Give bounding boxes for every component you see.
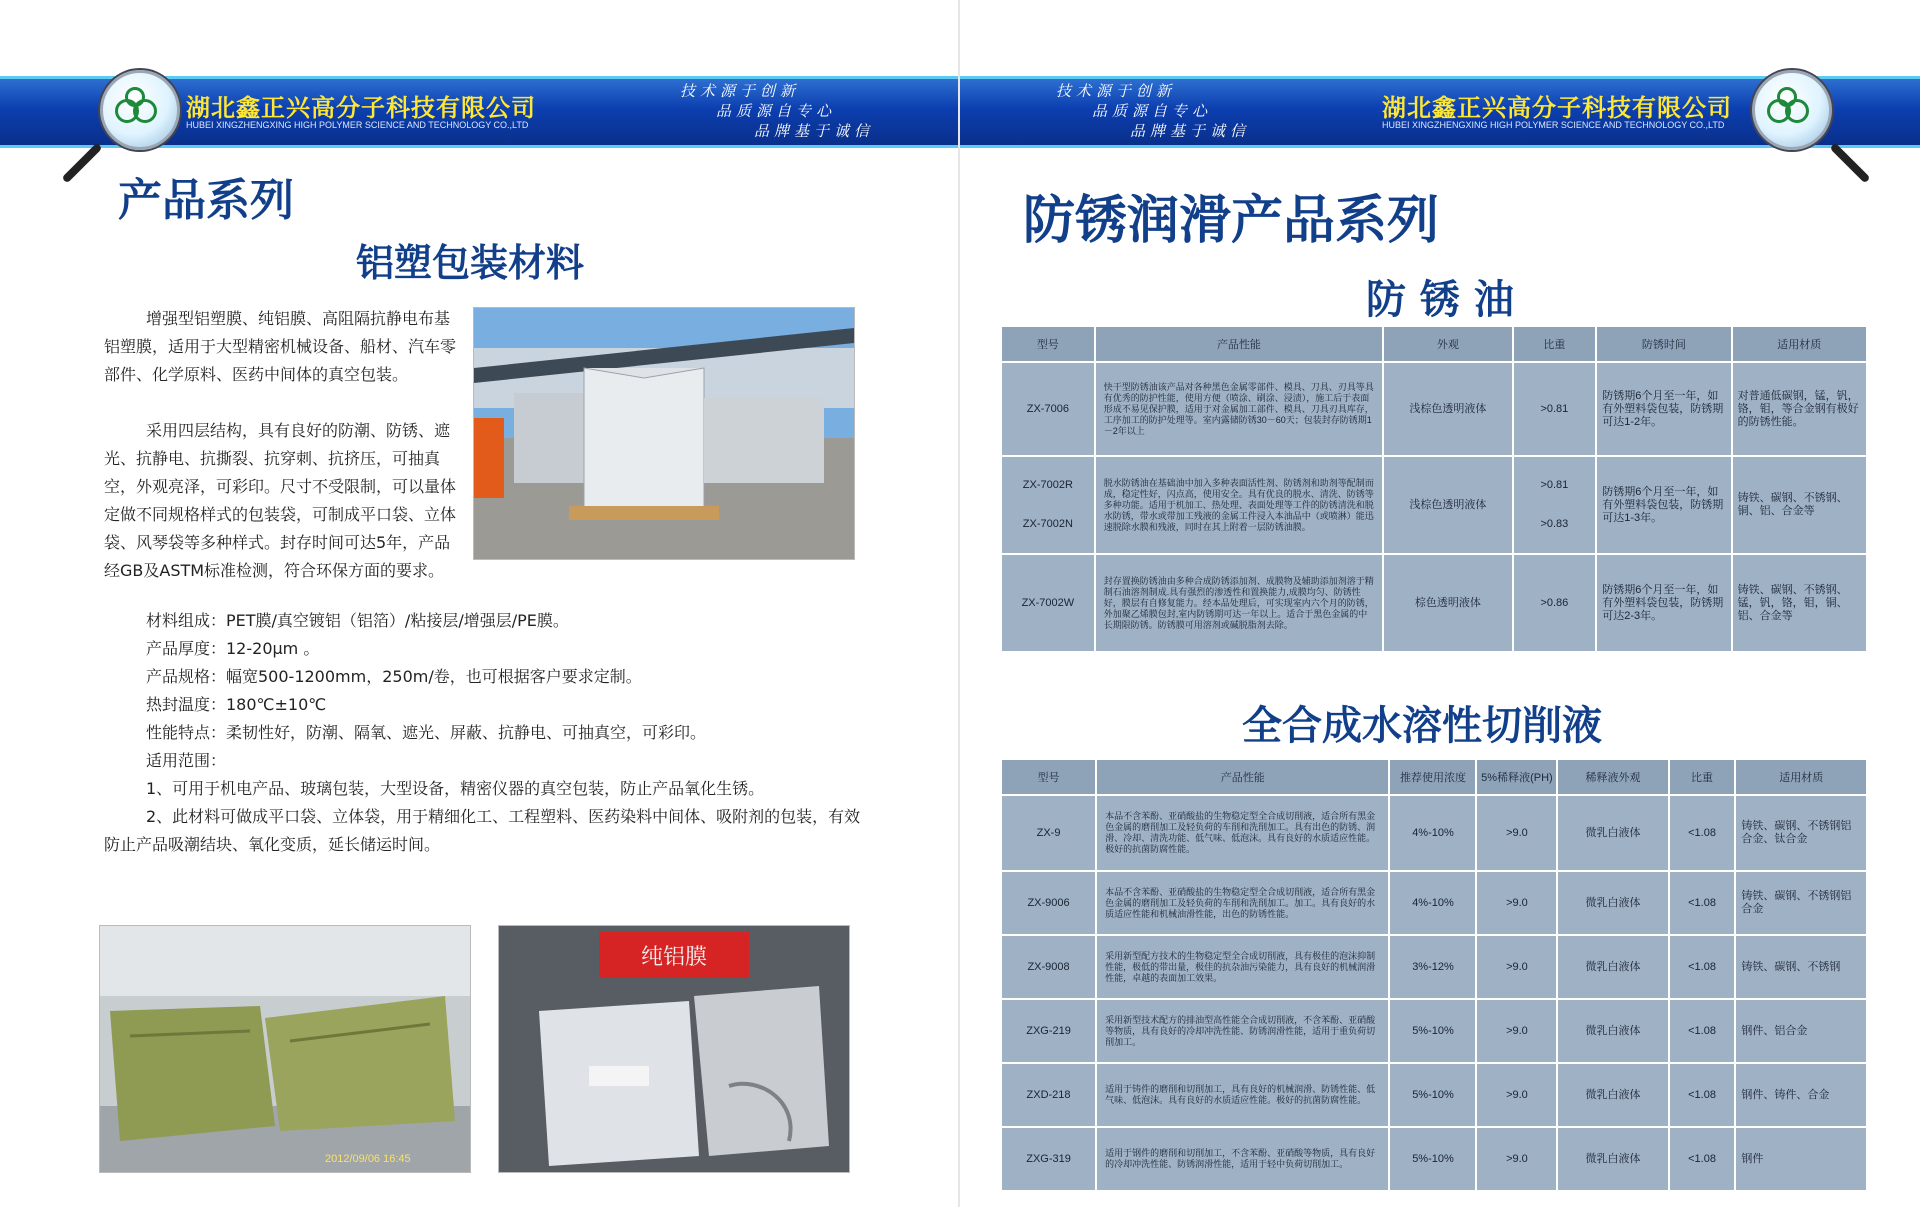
- cell-look: 微乳白液体: [1558, 872, 1667, 934]
- slogan-right-1: 技术源于创新: [1056, 82, 1177, 100]
- photo-aluminum-bags: [498, 925, 850, 1173]
- cell-desc: 采用新型技术配方的排油型高性能全合成切削液，不含苯酚、亚硝酸等物质，具有良好的冷却冲洗性能、防锈润滑性能，适用于重负荷切削加工。: [1097, 1000, 1388, 1062]
- cell-material: 铸铁、碳钢、不锈钢、铜、铝、合金等: [1733, 457, 1866, 553]
- spec-range-1: 1、可用于机电产品、玻璃包装，大型设备，精密仪器的真空包装，防止产品氧化生锈。: [146, 779, 765, 798]
- spec-features: 性能特点：柔韧性好，防潮、隔氧、遮光、屏蔽、抗静电、可抽真空，可彩印。: [146, 723, 707, 742]
- company-name-en: HUBEI XINGZHENGXING HIGH POLYMER SCIENCE AND TECHNOLOGY CO.,LTD: [186, 120, 529, 130]
- cell-material: 铸铁、碳钢、不锈钢、锰，钒，铬，钼，铜、铝、合金等: [1733, 555, 1866, 651]
- cell-look: 微乳白液体: [1558, 796, 1667, 870]
- table-row: [1002, 363, 1866, 455]
- magnifier-handle-right-icon: [1829, 142, 1870, 183]
- model-a: ZX-7002R: [1022, 479, 1073, 491]
- cell-material: 钢件、铝合金: [1736, 1000, 1866, 1062]
- cell-density: >0.81: [1514, 363, 1596, 455]
- model-b: ZX-7002N: [1022, 518, 1073, 530]
- cell-conc: 5%-10%: [1390, 1128, 1475, 1190]
- col-concentration: 推荐使用浓度: [1390, 760, 1475, 794]
- cell-ph: >9.0: [1477, 1000, 1556, 1062]
- slogan-2: 品质源自专心: [716, 102, 837, 120]
- cell-model: ZX-9: [1002, 796, 1095, 870]
- cell-desc: 本品不含苯酚、亚硝酸盐的生物稳定型全合成切削液，适合所有黑金色金属的磨削加工及轻负荷的车削和洗削加工。加工。具有良好的水质适应性能和机械油滑性能，出色的防锈性能。: [1097, 872, 1388, 934]
- spec-composition: 材料组成：PET膜/真空镀铝（铝箔）/粘接层/增强层/PE膜。: [146, 611, 569, 630]
- table-row: [1002, 555, 1866, 651]
- cell-material: 钢件、铸件、合金: [1736, 1064, 1866, 1126]
- intro-paragraph-2: 采用四层结构，具有良好的防潮、防锈、遮光、抗静电、抗撕裂、抗穿刺、抗挤压，可抽真空，外观亮泽，可彩印。尺寸不受限制，可以量体定做不同规格样式的包装袋，可制成平口袋、立体袋、风琴袋等多种样式。封存时间可达5年，产品经GB及ASTM标准检测，符合环保方面的要求。: [104, 421, 457, 580]
- company-name-cn: 湖北鑫正兴高分子科技有限公司: [186, 94, 536, 122]
- cell-desc: 本品不含苯酚、亚硝酸盐的生物稳定型全合成切削液，适合所有黑金色金属的磨削加工及轻负荷的车削和洗削加工。具有出色的防锈、润滑、冷却、清洗功能、低气味、低泡沫。具有良好的水质适应性能。极好的抗菌防腐性能。: [1097, 796, 1388, 870]
- col-density: 比重: [1670, 760, 1735, 794]
- col-appearance: 外观: [1384, 327, 1511, 361]
- cell-model: [1002, 457, 1094, 553]
- slogan-right-2: 品质源自专心: [1092, 102, 1213, 120]
- cell-density: >0.86: [1514, 555, 1596, 651]
- table-row: [1002, 1000, 1866, 1062]
- magnifier-handle-icon: [61, 142, 102, 183]
- cell-model: ZX-7006: [1002, 363, 1094, 455]
- cell-ph: >9.0: [1477, 1128, 1556, 1190]
- table-row: [1002, 796, 1866, 870]
- cell-density: <1.08: [1670, 936, 1735, 998]
- spec-thickness: 产品厚度：12-20μm 。: [146, 639, 320, 658]
- table-row: [1002, 936, 1866, 998]
- spec-range-label: 适用范围：: [146, 751, 227, 770]
- spec-size: 产品规格：幅宽500-1200mm，250m/卷，也可根据客户要求定制。: [146, 667, 642, 686]
- magnifier-logo-icon: [100, 70, 180, 150]
- slogan-1: 技术源于创新: [680, 82, 801, 100]
- cell-conc: 5%-10%: [1390, 1000, 1475, 1062]
- col-material: 适用材质: [1733, 327, 1866, 361]
- cell-model: ZX-9008: [1002, 936, 1095, 998]
- cell-material: 铸铁、碳钢、不锈钢铝合金: [1736, 872, 1866, 934]
- cell-look: 微乳白液体: [1558, 1000, 1667, 1062]
- cell-desc: 适用于钢件的磨削和切削加工，不含苯酚、亚硝酸等物质，具有良好的冷却冲洗性能、防锈润滑性能，适用于轻中负荷切削加工。: [1097, 1128, 1388, 1190]
- cell-desc: 适用于铸件的磨削和切削加工，具有良好的机械润滑、防锈性能、低气味、低泡沫。具有良好的水质适应性能。极好的抗菌防腐性能。: [1097, 1064, 1388, 1126]
- intro-paragraph-1: 增强型铝塑膜、纯铝膜、高阻隔抗静电布基铝塑膜，适用于大型精密机械设备、船材、汽车零部件、化学原料、医药中间体的真空包装。: [104, 309, 457, 384]
- cell-appearance: 浅棕色透明液体: [1384, 363, 1511, 455]
- cell-time: 防锈期6个月至一年，如有外塑料袋包装，防锈期可达2-3年。: [1597, 555, 1730, 651]
- cell-look: 微乳白液体: [1558, 1128, 1667, 1190]
- cell-density: <1.08: [1670, 1128, 1735, 1190]
- right-section-title: 防锈润滑产品系列: [1023, 190, 1440, 251]
- cell-desc: 脱水防锈油在基础油中加入多种表面活性剂、防锈剂和助剂等配制而成，稳定性好，闪点高，使用安全。具有优良的脱水、清洗、防锈等多种功能。适用于机加工、热处理、表面处理等工件的防锈清洗和脱水防锈，带水或带加工残液的金属工件浸入本油品中（或喷淋）能迅速脱除水膜和残液，同时在其上附着一层防锈油膜。: [1096, 457, 1382, 553]
- cell-appearance: 棕色透明液体: [1384, 555, 1511, 651]
- cell-look: 微乳白液体: [1558, 1064, 1667, 1126]
- cell-density: <1.08: [1670, 872, 1735, 934]
- cell-conc: 5%-10%: [1390, 1064, 1475, 1126]
- cell-model: ZXG-219: [1002, 1000, 1095, 1062]
- col-model: 型号: [1002, 760, 1095, 794]
- slogan-right-3: 品牌基于诚信: [1130, 122, 1251, 140]
- photo-timestamp: 2012/09/06 16:45: [325, 1153, 411, 1165]
- cell-ph: >9.0: [1477, 1064, 1556, 1126]
- rust-oil-table: [1000, 325, 1868, 653]
- cutting-fluid-table: [1000, 758, 1868, 1192]
- col-material: 适用材质: [1736, 760, 1866, 794]
- cell-model: ZX-9006: [1002, 872, 1095, 934]
- table2-title: 全合成水溶性切削液: [1242, 702, 1602, 749]
- col-model: 型号: [1002, 327, 1094, 361]
- table-row: [1002, 1064, 1866, 1126]
- cell-model: ZXD-218: [1002, 1064, 1095, 1126]
- spec-range-2: 2、此材料可做成平口袋、立体袋，用于精细化工、工程塑料、医药染料中间体、吸附剂的包装，有效防止产品吸潮结块、氧化变质，延长储运时间。: [104, 807, 861, 854]
- cell-conc: 4%-10%: [1390, 872, 1475, 934]
- photo-packed-machinery: [473, 307, 855, 560]
- cell-desc: 快干型防锈油该产品对各种黑色金属零部件、模具、刀具、刃具等具有优秀的防护性能，使用方便（喷涂、刷涂、浸渍），施工后于表面形成不易见保护膜，适用于对金属加工部件、模具、刀具刃具库存，工序加工的防护处理等。室内露储防锈30－60天；包装封存防锈期1－2年以上: [1096, 363, 1382, 455]
- cell-density: [1514, 457, 1596, 553]
- cell-material: 对普通低碳钢，锰，钒，铬，钼，等合金钢有极好的防锈性能。: [1733, 363, 1866, 455]
- table1-title: 防 锈 油: [1366, 276, 1514, 323]
- table-row: [1002, 457, 1866, 553]
- cell-material: 钢件: [1736, 1128, 1866, 1190]
- col-density: 比重: [1514, 327, 1596, 361]
- cell-model: ZXG-319: [1002, 1128, 1095, 1190]
- bag-label-text: 纯铝膜: [640, 945, 708, 970]
- cell-model: ZX-7002W: [1002, 555, 1094, 651]
- cell-material: 铸铁、碳钢、不锈钢: [1736, 936, 1866, 998]
- col-performance: 产品性能: [1097, 760, 1388, 794]
- cell-conc: 4%-10%: [1390, 796, 1475, 870]
- cell-conc: 3%-12%: [1390, 936, 1475, 998]
- col-performance: 产品性能: [1096, 327, 1382, 361]
- col-dilution-look: 稀释液外观: [1558, 760, 1667, 794]
- slogan-3: 品牌基于诚信: [754, 122, 875, 140]
- cell-ph: >9.0: [1477, 796, 1556, 870]
- cell-ph: >9.0: [1477, 936, 1556, 998]
- cell-appearance: 浅棕色透明液体: [1384, 457, 1511, 553]
- cell-time: 防锈期6个月至一年，如有外塑料袋包装，防锈期可达1-2年。: [1597, 363, 1730, 455]
- spec-seal-temp: 热封温度：180℃±10℃: [146, 695, 327, 714]
- table-row: [1002, 872, 1866, 934]
- cell-density: <1.08: [1670, 796, 1735, 870]
- table-row: [1002, 1128, 1866, 1190]
- col-ph: 5%稀释液(PH): [1477, 760, 1556, 794]
- magnifier-logo-right-icon: [1752, 70, 1832, 150]
- company-name-cn-right: 湖北鑫正兴高分子科技有限公司: [1382, 94, 1732, 122]
- cell-density: <1.08: [1670, 1000, 1735, 1062]
- page-fold: [958, 0, 960, 1207]
- photo-green-wrapped-equipment: [99, 925, 471, 1173]
- cell-look: 微乳白液体: [1558, 936, 1667, 998]
- product-title: 铝塑包装材料: [356, 240, 585, 285]
- density-b: >0.83: [1540, 518, 1569, 530]
- cell-desc: 采用新型配方技术的生物稳定型全合成切削液，具有极佳的泡沫抑制性能，极低的带出量，极佳的抗杂油污染能力，具有良好的机械润滑性能，卓越的表面加工效果。: [1097, 936, 1388, 998]
- cell-time: 防锈期6个月至一年，如有外塑料袋包装，防锈期可达1-3年。: [1597, 457, 1730, 553]
- density-a: >0.81: [1540, 479, 1569, 491]
- cell-density: <1.08: [1670, 1064, 1735, 1126]
- left-section-title: 产品系列: [118, 175, 294, 226]
- cell-ph: >9.0: [1477, 872, 1556, 934]
- company-name-en-right: HUBEI XINGZHENGXING HIGH POLYMER SCIENCE AND TECHNOLOGY CO.,LTD: [1382, 120, 1725, 130]
- cell-desc: 封存置换防锈油由多种合成防锈添加剂、成膜物及辅助添加剂溶于精制石油溶剂制成.具有强烈的渗透性和置换能力,成膜均匀、防锈性好，膜层有自修复能力。经本品处理后，可实现室内六个月的防锈，外加聚乙烯膜包封,室内防锈期可达一年以上。适合于黑色金属的中长期限防锈。防锈膜可用溶剂或碱脱脂剂去除。: [1096, 555, 1382, 651]
- cell-material: 铸铁、碳钢、不锈钢铝合金、钛合金: [1736, 796, 1866, 870]
- col-rust-time: 防锈时间: [1597, 327, 1730, 361]
